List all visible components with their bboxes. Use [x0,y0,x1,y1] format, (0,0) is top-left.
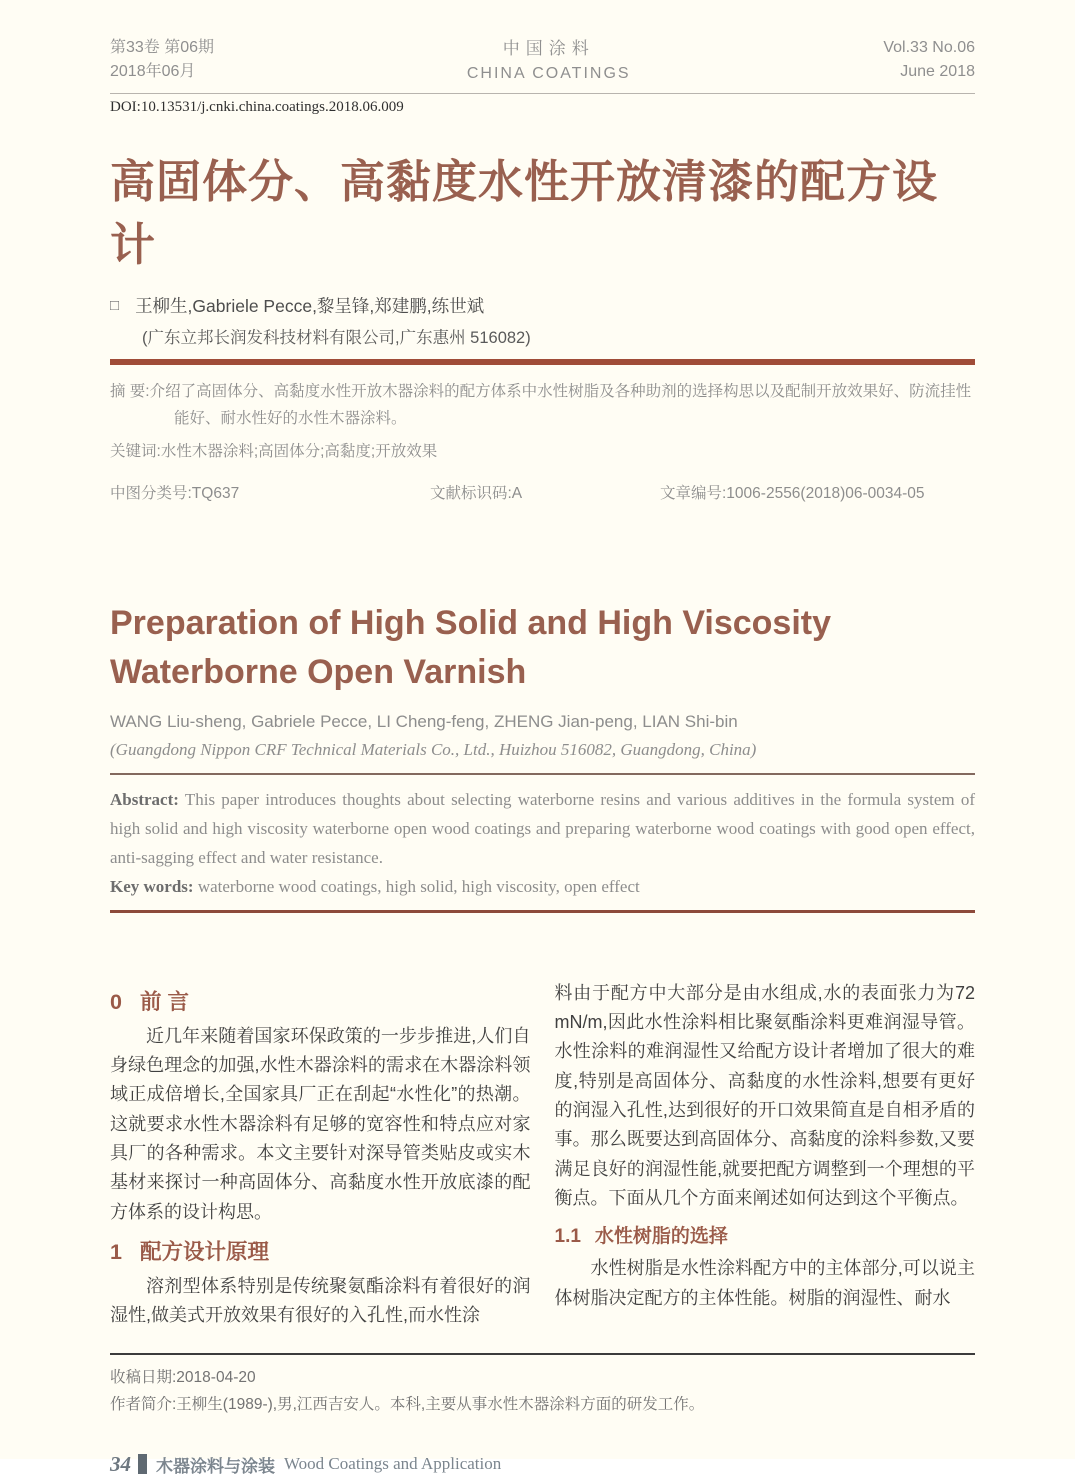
abstract-text-cn: 介绍了高固体分、高黏度水性开放木器涂料的配方体系中水性树脂及各种助剂的选择构思以及配制开放效果好、防流挂性能好、耐水性好的水性木器涂料。 [149,383,972,427]
volume-issue-cn: 第33卷 第06期 [110,39,215,56]
header-center [467,36,631,86]
footer-section-cn: 木器涂料与涂装 [156,1456,275,1476]
abstract-divider [110,910,975,913]
author-marker-icon: □ [110,297,120,315]
section-heading-1-1 [555,1221,976,1248]
paragraph: 近几年来随着国家环保政策的一步步推进,人们自身绿色理念的加强,水性木器涂料的需求在木器涂料领域正成倍增长,全国家具厂正在刮起“水性化”的热潮。这就要求水性木器涂料有足够的宽容性和特点应对家具厂的各种需求。本文主要针对深导管类贴皮或实木基材来探讨一种高固体分、高黏度水性开放底漆的配方体系的设计构思。 [110,1025,531,1222]
affiliation-en: (Guangdong Nippon CRF Technical Materials Co., Ltd., Huizhou 516082, Guangdong, China) [110,739,757,759]
abstract-block-en [110,785,975,902]
english-header-divider [110,773,975,775]
journal-name-en: CHINA COATINGS [466,64,631,82]
footer-section-en: Wood Coatings and Application [284,1454,502,1474]
abstract-text-en: This paper introduces thoughts about selecting waterborne resins and various additives in the formula system of high solid and high viscosity waterborne open wood coatings and preparing waterborne wood coatings with good open effect, anti-sagging effect and water resistance. [110,789,975,868]
page-footer [110,1452,975,1477]
abstract-label-en: Abstract: [110,789,179,809]
section-number: 0 [110,989,122,1014]
received-date: 收稿日期:2018-04-20 [110,1368,256,1386]
section-title: 水性树脂的选择 [594,1226,728,1248]
abstract-cn [110,379,975,432]
journal-header [110,36,975,86]
paragraph: 水性树脂是水性涂料配方中的主体部分,可以说主体树脂决定配方的主体性能。树脂的润湿性、耐水 [554,1258,975,1308]
keywords-label-cn: 关键词: [110,442,161,460]
right-column [555,977,976,1339]
journal-name-cn: 中国涂料 [502,39,595,58]
paragraph: 料由于配方中大部分是由水组成,水的表面张力为72 mN/m,因此水性涂料相比聚氨酯涂料更难润湿导管。水性涂料的难润湿性又给配方设计者增加了很大的难度,特别是高固体分、高黏度的水性涂料,想要有更好的润湿入孔性,达到很好的开口效果简直是自相矛盾的事。那么既要达到高固体分、高黏度的涂料参数,又要满足良好的润湿性能,就要把配方调整到一个理想的平衡点。下面从几个方面来阐述如何达到这个平衡点。 [554,982,975,1209]
section-number: 1.1 [554,1226,581,1248]
article-meta-row [110,481,975,503]
section-title: 前 言 [139,989,189,1014]
authors-cn [110,293,975,318]
date-en: June 2018 [900,63,975,80]
section-heading-0 [110,985,531,1016]
author-names-cn: 王柳生,Gabriele Pecce,黎呈锋,郑建鹏,练世斌 [135,296,485,317]
section-number: 1 [110,1240,122,1265]
section-title: 配方设计原理 [139,1240,269,1265]
header-divider [110,93,975,94]
document-code: 文献标识码:A [430,485,523,503]
abstract-block-cn [110,379,975,465]
section-heading-1 [110,1235,531,1266]
keywords-text-en: waterborne wood coatings, high solid, high viscosity, open effect [193,877,640,897]
authors-en: WANG Liu-sheng, Gabriele Pecce, LI Cheng-feng, ZHENG Jian-peng, LIAN Shi-bin [110,711,738,731]
article-body [110,977,975,1339]
abstract-label-cn: 摘 要: [110,383,150,401]
article-title-en: Preparation of High Solid and High Viscosity Waterborne Open Varnish [110,604,832,691]
keywords-en [110,872,975,901]
header-left [110,36,214,86]
footnote-block [110,1353,975,1418]
title-divider [110,359,975,365]
date-cn: 2018年06月 [110,63,196,80]
header-right [883,36,975,86]
author-bio: 作者简介:王柳生(1989-),男,江西吉安人。本科,主要从事水性木器涂料方面的研发工作。 [110,1395,705,1413]
article-id: 文章编号:1006-2556(2018)06-0034-05 [660,485,925,503]
page-number: 34 [110,1451,131,1476]
footer-bar-icon [138,1454,147,1474]
clc-number: 中图分类号:TQ637 [110,485,240,503]
keywords-label-en: Key words: [110,877,194,897]
abstract-en [110,785,975,873]
paragraph: 溶剂型体系特别是传统聚氨酯涂料有着很好的润湿性,做美式开放效果有很好的入孔性,而水性涂 [110,1276,531,1326]
volume-issue-en: Vol.33 No.06 [883,39,975,56]
keywords-cn [110,439,975,466]
doi-line: DOI:10.13531/j.cnki.china.coatings.2018.06.009 [110,98,404,115]
keywords-text-cn: 水性木器涂料;高固体分;高黏度;开放效果 [160,442,438,460]
affiliation-cn: (广东立邦长润发科技材料有限公司,广东惠州 516082) [142,329,531,348]
left-column [110,977,531,1339]
article-title-cn: 高固体分、高黏度水性开放清漆的配方设计 [110,155,939,271]
